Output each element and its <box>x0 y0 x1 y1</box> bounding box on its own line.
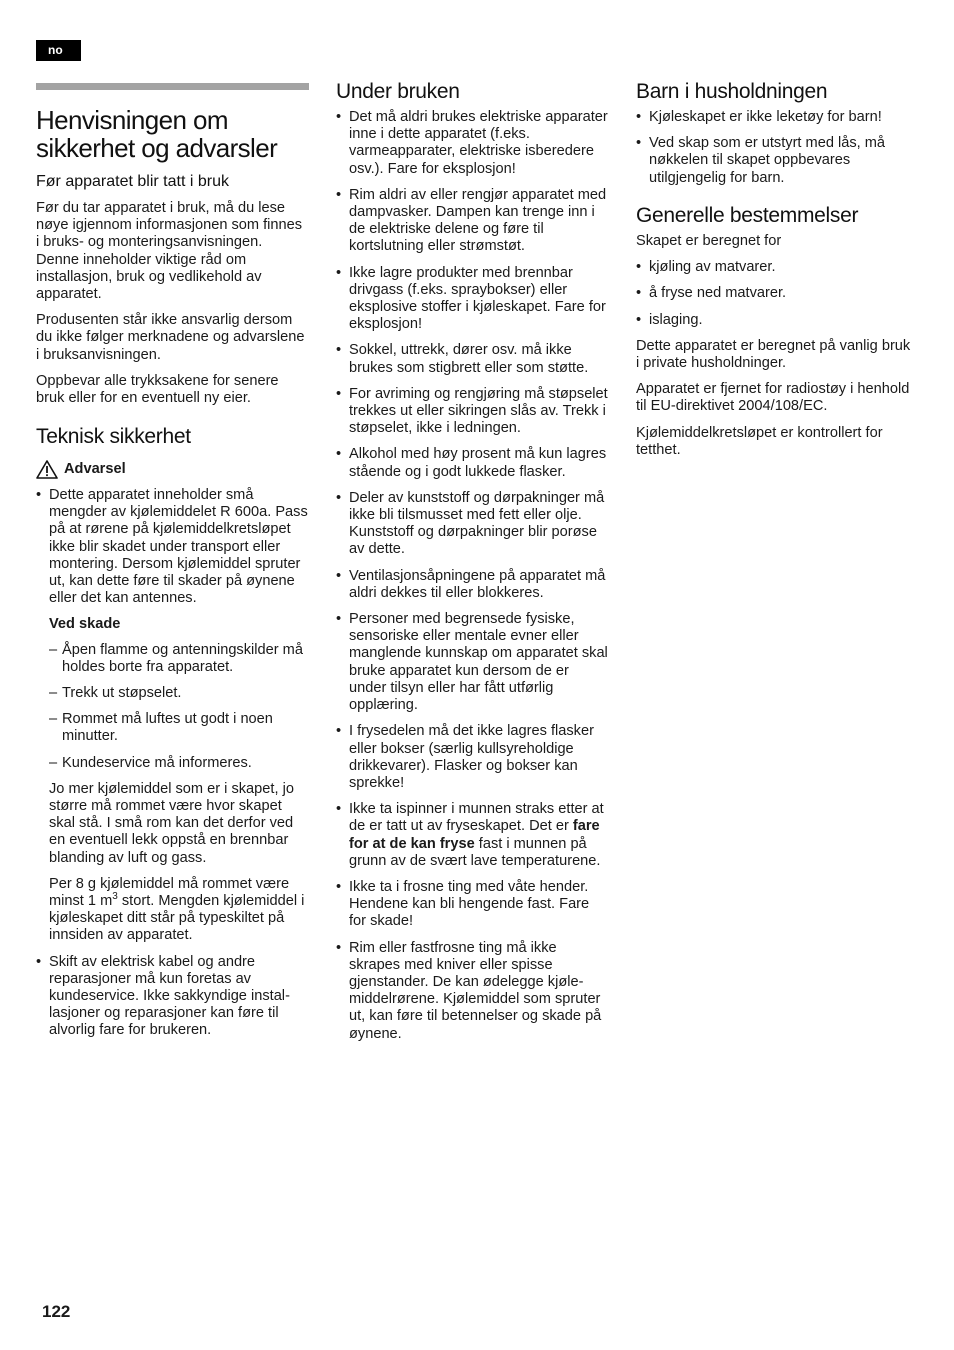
title-rule <box>36 83 309 90</box>
list-item: • å fryse ned matvarer. <box>636 285 916 302</box>
list-item: • Ved skap som er utstyrt med lås, må nøkkelen til skapet oppbevares utilgjengelig for barn. <box>636 135 916 187</box>
warning-label-row <box>36 459 309 479</box>
general-intro: Skapet er beregnet for <box>636 233 782 249</box>
list-item: • Ventilasjonsåpningene på apparatet må aldri dekkes til eller blokkeres. <box>336 568 608 602</box>
list-item-text: Dette apparatet inneholder små mengder av kjølemiddelet R 600a. Pass på at rørene på kjølemiddelkretsløpet ikke blir skadet under transport eller montering. Dersom kjølemiddel spruter ut, kan dette føre til skader på øynene eller det kan antennes. <box>49 487 308 607</box>
before-use-paragraph: Før du tar apparatet i bruk, må du lese nøye igjennom informasjonen som finnes i bruks- og monteringsanvisningen. Denne inneholder viktige råd om installasjon, bruk og vedlikehold av apparatet. <box>36 200 303 303</box>
general-paragraph: Kjølemiddelkretsløpet er kontrollert for tetthet. <box>636 424 883 458</box>
refrigerant-paragraph: Jo mer kjølemiddel som er i skapet, jo større må rommet være hvor skapet skal stå. I små rom kan det derfor ved en eventuell lekk oppstå en brennbar blanding av luft og gass. <box>49 780 294 866</box>
list-item: • Ikke ta ispinner i munnen straks etter at de er tatt ut av fryseskapet. Det er fare for at de kan fryse fast i munnen på grunn av de svært lave temperaturene. <box>336 801 608 870</box>
list-item: • Personer med begrensede fysiske, sensoriske eller mentale evner eller manglende kunnskap om apparatet skal bruke apparatet kun dersom de er under tilsyn eller har fått utførlig opplæring. <box>336 611 608 714</box>
language-tag: no <box>36 40 81 61</box>
list-item <box>36 487 309 945</box>
list-item: • Ikke lagre produkter med brennbar drivgass (f.eks. spraybokser) eller eksplosive stoffer i kjøleskapet. Fare for eksplosjon! <box>336 265 608 334</box>
before-use-paragraph: Produsenten står ikke ansvarlig dersom du ikke følger merknadene og advarslene i bruksanvisningen. <box>36 312 305 363</box>
general-provisions-heading: Generelle bestemmelser <box>636 204 859 227</box>
general-paragraph: Dette apparatet er beregnet på vanlig bruk i private husholdninger. <box>636 337 911 372</box>
list-item: • For avriming og rengjøring må støpselet trekkes ut eller sikringen slås av. Trekk i støpselet, ikke i ledningen. <box>336 386 608 438</box>
technical-safety-heading: Teknisk sikkerhet <box>36 425 191 448</box>
section-during-use <box>336 80 608 1052</box>
list-item: • Skift av elektrisk kabel og andre reparasjoner må kun foretas av kundeservice. Ikke sakkyndige installasjoner og reparasjoner kan føre til alvorlig fare for brukeren. <box>36 954 309 1040</box>
section-technical-safety <box>36 425 309 1049</box>
before-use-paragraph: Oppbevar alle trykksakene for senere bruk eller for en eventuell ny eier. <box>36 372 279 407</box>
during-use-heading: Under bruken <box>336 80 460 103</box>
list-item: • Rim eller fastfrosne ting må ikke skrapes med kniver eller spisse gjenstander. De kan ødelegge kjølemiddelrørene. Kjølemiddel som spruter ut, kan føre til betennelser og skade på øynene. <box>336 940 608 1043</box>
list-item: • Ikke ta i frosne ting med våte hender. Hendene kan bli hengende fast. Fare for skade! <box>336 879 608 931</box>
section-before-use <box>36 172 309 407</box>
list-item: • Sokkel, uttrekk, dører osv. må ikke brukes som stigbrett eller som støtte. <box>336 342 608 376</box>
section-general-provisions <box>636 204 916 459</box>
list-item: • islaging. <box>636 312 916 329</box>
damage-label: Ved skade <box>49 616 121 633</box>
page-title: Henvisningen om sikkerhet og advarsler <box>36 105 278 163</box>
dash-item: – Trekk ut støpselet. <box>49 685 309 702</box>
list-item: • Rim aldri av eller rengjør apparatet med dampvasker. Dampen kan trenge inn i de elektriske delene og føre til kortslutning eller strømstøt. <box>336 187 608 256</box>
before-use-heading: Før apparatet blir tatt i bruk <box>36 173 229 190</box>
dash-item: – Åpen flamme og antenningskilder må holdes borte fra apparatet. <box>49 642 309 676</box>
page-number: 122 <box>42 1302 71 1321</box>
general-paragraph: Apparatet er fjernet for radiostøy i henhold til EU-direktivet 2004/108/EC. <box>636 381 910 415</box>
list-item: • Det må aldri brukes elektriske apparater inne i dette apparatet (f.eks. varmeapparater, elektriske isberedere osv.). Fare for eksplosjon! <box>336 109 608 178</box>
list-item: • kjøling av matvarer. <box>636 259 916 276</box>
section-children <box>636 80 916 196</box>
room-size-paragraph: Per 8 g kjølemiddel må rommet være minst 1 $m^3$ stort. Mengden kjølemiddel i kjøleskapet ditt står på typeskiltet på innsiden av apparatet. <box>49 875 305 944</box>
children-heading: Barn i husholdningen <box>636 80 828 103</box>
list-item: • I frysedelen må det ikke lagres flasker eller bokser (særlig kullsyreholdige drikkevarer). Flasker og bokser kan sprekke! <box>336 723 608 792</box>
dash-item: – Kundeservice må informeres. <box>49 755 309 772</box>
warning-label: Advarsel <box>64 461 126 477</box>
dash-item: – Rommet må luftes ut godt i noen minutter. <box>49 711 309 745</box>
warning-triangle-icon <box>36 460 58 479</box>
list-item: • Deler av kunststoff og dørpakninger må ikke bli tilsmusset med fett eller olje. Kunststoff og dørpakninger blir porøse av dette. <box>336 490 608 559</box>
list-item: • Alkohol med høy prosent må kun lagres stående og i godt lukkede flasker. <box>336 446 608 480</box>
list-item: • Kjøleskapet er ikke leketøy for barn! <box>636 109 916 126</box>
